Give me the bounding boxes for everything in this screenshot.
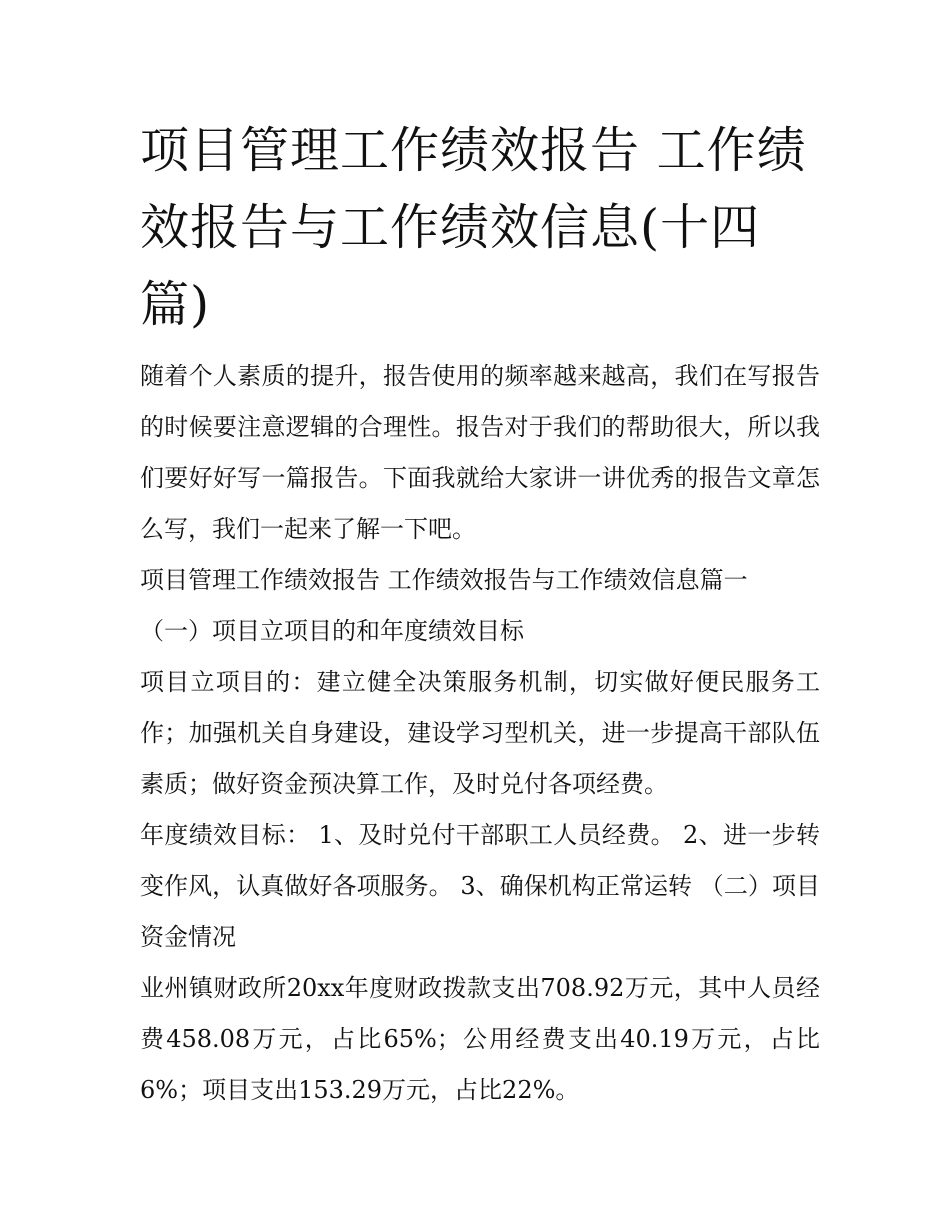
document-title: 项目管理工作绩效报告 工作绩效报告与工作绩效信息(十四篇) xyxy=(140,122,807,333)
project-purpose-paragraph: 项目立项目的：建立健全决策服务机制，切实做好便民服务工作；加强机关自身建设，建设学习型机关，进一步提高干部队伍素质；做好资金预决算工作，及时兑付各项经费。 xyxy=(140,668,820,798)
annual-goals-paragraph: 年度绩效目标： 1、及时兑付干部职工人员经费。 2、进一步转变作风，认真做好各项服务。 3、确保机构正常运转 （二）项目资金情况 xyxy=(140,821,820,951)
document-page xyxy=(140,112,820,1116)
funding-paragraph: 业州镇财政所20xx年度财政拨款支出708.92万元，其中人员经费458.08万元，占比65%；公用经费支出40.19万元，占比6%；项目支出153.29万元，占比22%。 xyxy=(140,974,820,1104)
intro-paragraph: 随着个人素质的提升，报告使用的频率越来越高，我们在写报告的时候要注意逻辑的合理性。报告对于我们的帮助很大，所以我们要好好写一篇报告。下面我就给大家讲一讲优秀的报告文章怎么写，我们一起来了解一下吧。 xyxy=(140,362,820,543)
section-heading: 项目管理工作绩效报告 工作绩效报告与工作绩效信息篇一 xyxy=(140,566,748,594)
subsection-heading: （一）项目立项目的和年度绩效目标 xyxy=(140,617,524,645)
